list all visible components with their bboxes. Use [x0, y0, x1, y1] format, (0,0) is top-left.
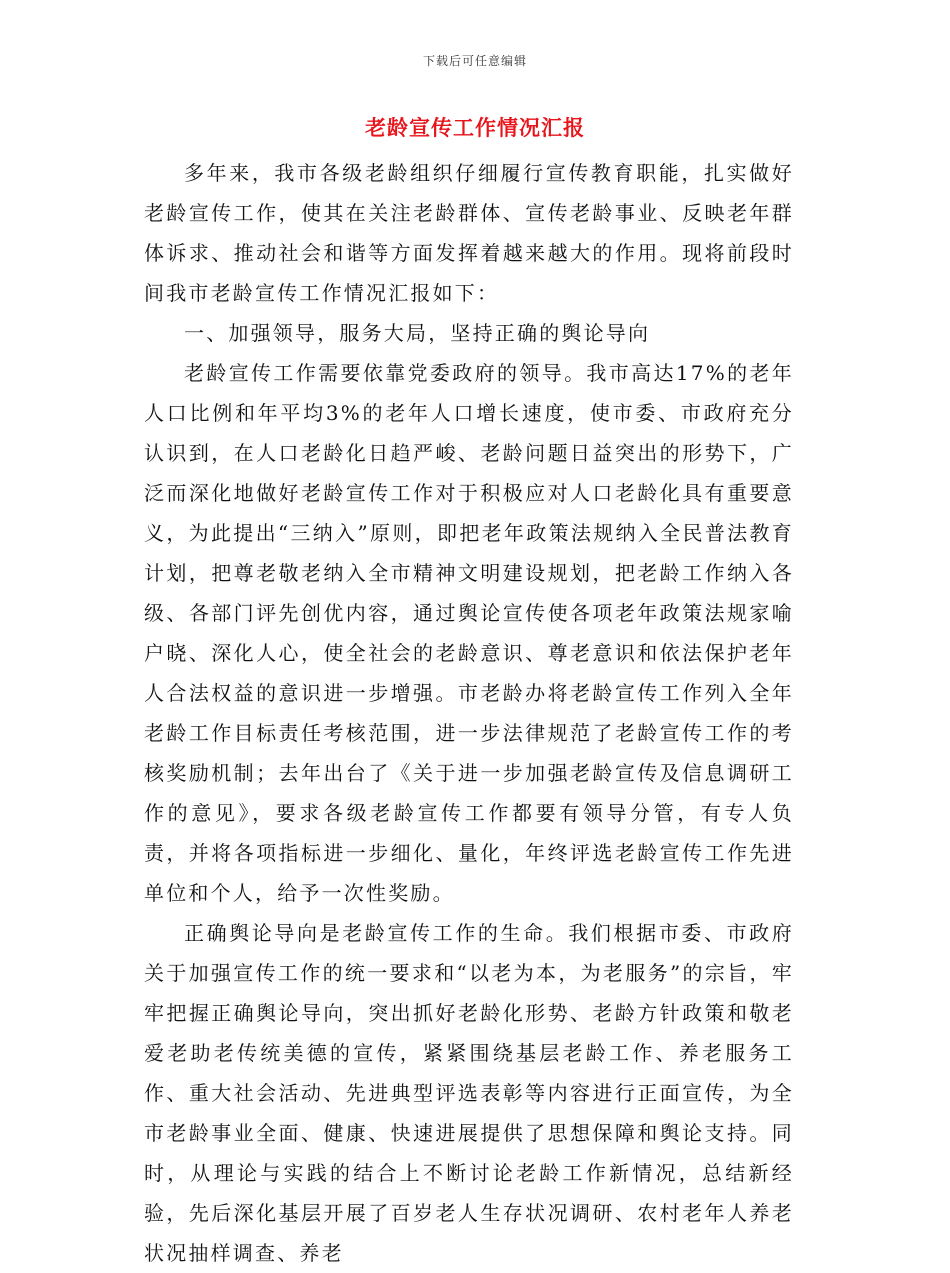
document-body	[144, 153, 794, 1273]
section-heading-1: 一、加强领导，服务大局，坚持正确的舆论导向	[184, 321, 651, 345]
header-note: 下载后可任意编辑	[422, 54, 527, 68]
document-title: 老龄宣传工作情况汇报	[365, 115, 585, 140]
paragraph-guidance: 正确舆论导向是老龄宣传工作的生命。我们根据市委、市政府关于加强宣传工作的统一要求和“以老为本，为老服务”的宗旨，牢牢把握正确舆论导向，突出抓好老龄化形势、老龄方针政策和敬老爱老助老传统美德的宣传，紧紧围绕基层老龄工作、养老服务工作、重大社会活动、先进典型评选表彰等内容进行正面宣传，为全市老龄事业全面、健康、快速进展提供了思想保障和舆论支持。同时，从理论与实践的结合上不断讨论老龄工作新情况，总结新经验，先后深化基层开展了百岁老人生存状况调研、农村老年人养老状况抽样调查、养老	[144, 921, 794, 1265]
paragraph-intro: 多年来，我市各级老龄组织仔细履行宣传教育职能，扎实做好老龄宣传工作，使其在关注老龄群体、宣传老龄事业、反映老年群体诉求、推动社会和谐等方面发挥着越来越大的作用。现将前段时间我市老龄宣传工作情况汇报如下：	[144, 161, 794, 305]
paragraph-leadership: 老龄宣传工作需要依靠党委政府的领导。我市高达17%的老年人口比例和年平均3%的老年人口增长速度，使市委、市政府充分认识到，在人口老龄化日趋严峻、老龄问题日益突出的形势下，广泛而深化地做好老龄宣传工作对于积极应对人口老龄化具有重要意义，为此提出“三纳入”原则，即把老年政策法规纳入全民普法教育计划，把尊老敬老纳入全市精神文明建设规划，把老龄工作纳入各级、各部门评先创优内容，通过舆论宣传使各项老年政策法规家喻户晓、深化人心，使全社会的老龄意识、尊老意识和依法保护老年人合法权益的意识进一步增强。市老龄办将老龄宣传工作列入全年老龄工作目标责任考核范围，进一步法律规范了老龄宣传工作的考核奖励机制；去年出台了《关于进一步加强老龄宣传及信息调研工作的意见》，要求各级老龄宣传工作都要有领导分管，有专人负责，并将各项指标进一步细化、量化，年终评选老龄宣传工作先进单位和个人，给予一次性奖励。	[144, 361, 794, 905]
